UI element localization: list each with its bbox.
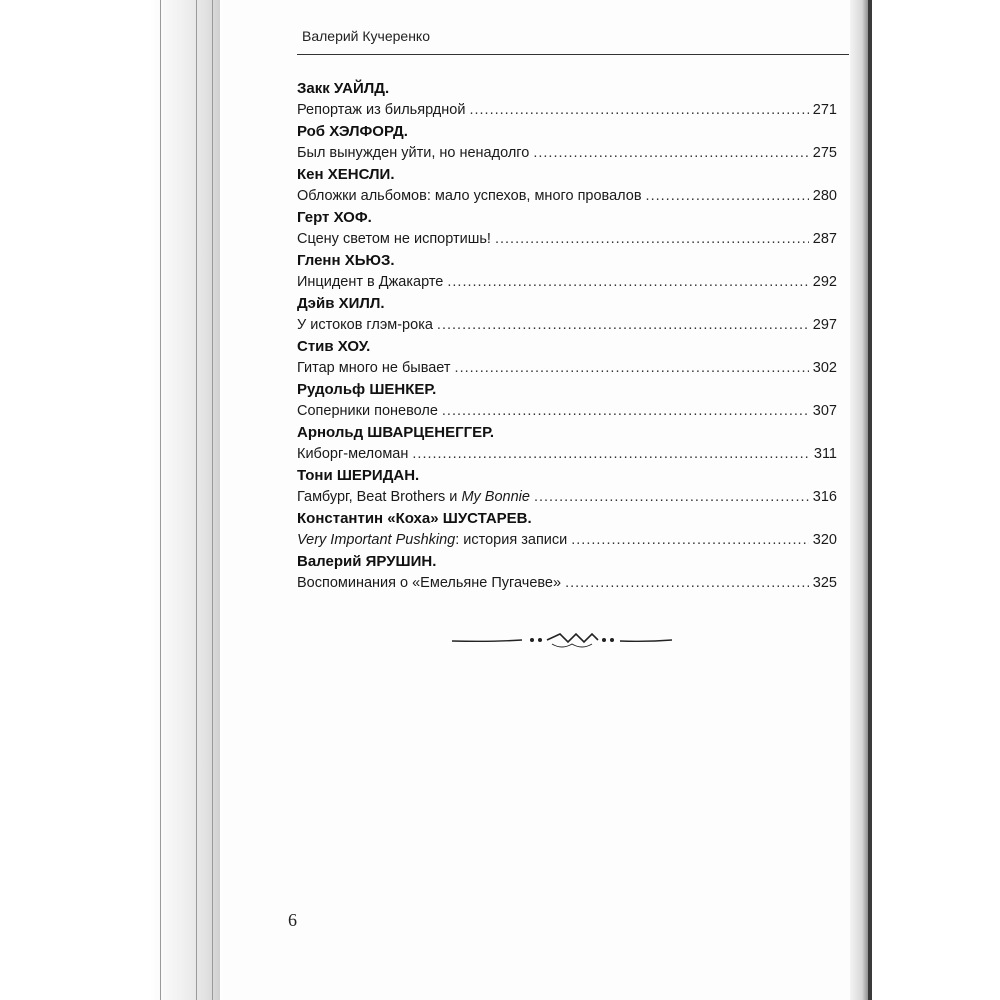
toc-title-italic: My Bonnie: [461, 489, 530, 505]
toc-page-number: 316: [812, 489, 837, 505]
page-edge-line: [196, 0, 197, 1000]
leader-dots: [646, 185, 809, 207]
toc-page-number: 297: [812, 317, 837, 333]
toc-page-number: 311: [813, 446, 837, 462]
leader-dots: [437, 314, 809, 336]
toc-entry-line: [297, 99, 837, 121]
toc-title: [297, 486, 530, 508]
leader-dots: [495, 228, 809, 250]
toc-author: Герт ХОФ.: [297, 209, 372, 226]
toc-title-text: Гамбург, Beat Brothers и: [297, 489, 462, 505]
page-right-edge: [850, 0, 870, 1000]
toc-author: Дэйв ХИЛЛ.: [297, 295, 385, 312]
leader-dots: [469, 99, 808, 121]
toc-page-number: 287: [812, 231, 837, 247]
table-of-contents: [297, 78, 837, 594]
running-head: Валерий Кучеренко: [302, 28, 431, 44]
toc-entry-line: [297, 486, 837, 508]
toc-author: Закк УАЙЛД.: [297, 80, 390, 97]
leader-dots: [455, 357, 809, 379]
leader-dots: [571, 529, 809, 551]
toc-author: Валерий ЯРУШИН.: [297, 553, 437, 570]
toc-page-number: 325: [812, 575, 837, 591]
toc-entry-line: [297, 357, 837, 379]
leader-dots: [533, 142, 808, 164]
toc-title: Был вынужден уйти, но ненадолго: [297, 145, 530, 161]
page-right-edge-dark: [868, 0, 872, 1000]
toc-title: Обложки альбомов: мало успехов, много провалов: [297, 188, 642, 204]
page-edge-line: [212, 0, 213, 1000]
toc-page-number: 307: [812, 403, 837, 419]
toc-title: [297, 529, 567, 551]
leader-dots: [442, 400, 809, 422]
toc-page-number: 302: [812, 360, 837, 376]
toc-title: Гитар много не бывает: [297, 360, 451, 376]
toc-title-italic: Very Important Pushking: [297, 532, 456, 548]
toc-author: Арнольд ШВАРЦЕНЕГГЕР.: [297, 424, 495, 441]
toc-author: Стив ХОУ.: [297, 338, 371, 355]
toc-entry-line: [297, 142, 837, 164]
toc-entry-line: [297, 572, 837, 594]
toc-page-number: 271: [812, 102, 837, 118]
toc-title: Сцену светом не испортишь!: [297, 231, 491, 247]
toc-entry-line: [297, 185, 837, 207]
toc-title: Киборг-меломан: [297, 446, 409, 462]
toc-title: Соперники поневоле: [297, 403, 438, 419]
toc-entry-line: [297, 314, 837, 336]
page-edge-line: [160, 0, 161, 1000]
toc-entry-line: [297, 443, 837, 465]
toc-entry-line: [297, 271, 837, 293]
toc-title: Воспоминания о «Емельяне Пугачеве»: [297, 575, 562, 591]
decorative-ornament: [452, 630, 672, 652]
leader-dots: [534, 486, 809, 508]
toc-title: Инцидент в Джакарте: [297, 274, 444, 290]
toc-author: Тони ШЕРИДАН.: [297, 467, 420, 484]
toc-page-number: 320: [812, 532, 837, 548]
toc-title: Репортаж из бильярдной: [297, 102, 466, 118]
header-rule: [297, 54, 849, 55]
toc-author: Кен ХЕНСЛИ.: [297, 166, 395, 183]
toc-entry-line: [297, 529, 837, 551]
leader-dots: [412, 443, 809, 465]
toc-title-text: : история записи: [455, 532, 568, 548]
toc-page-number: 275: [812, 145, 837, 161]
toc-page-number: 292: [812, 274, 837, 290]
toc-page-number: 280: [812, 188, 837, 204]
toc-author: Роб ХЭЛФОРД.: [297, 123, 408, 140]
toc-entry-line: [297, 400, 837, 422]
page-number: 6: [288, 910, 297, 930]
leader-dots: [565, 572, 809, 594]
toc-author: Константин «Коха» ШУСТАРЕВ.: [297, 510, 532, 527]
toc-author: Рудольф ШЕНКЕР.: [297, 381, 437, 398]
toc-entry-line: [297, 228, 837, 250]
toc-author: Гленн ХЬЮЗ.: [297, 252, 395, 269]
leader-dots: [447, 271, 808, 293]
toc-title: У истоков глэм-рока: [297, 317, 433, 333]
book-page: [222, 0, 850, 1000]
